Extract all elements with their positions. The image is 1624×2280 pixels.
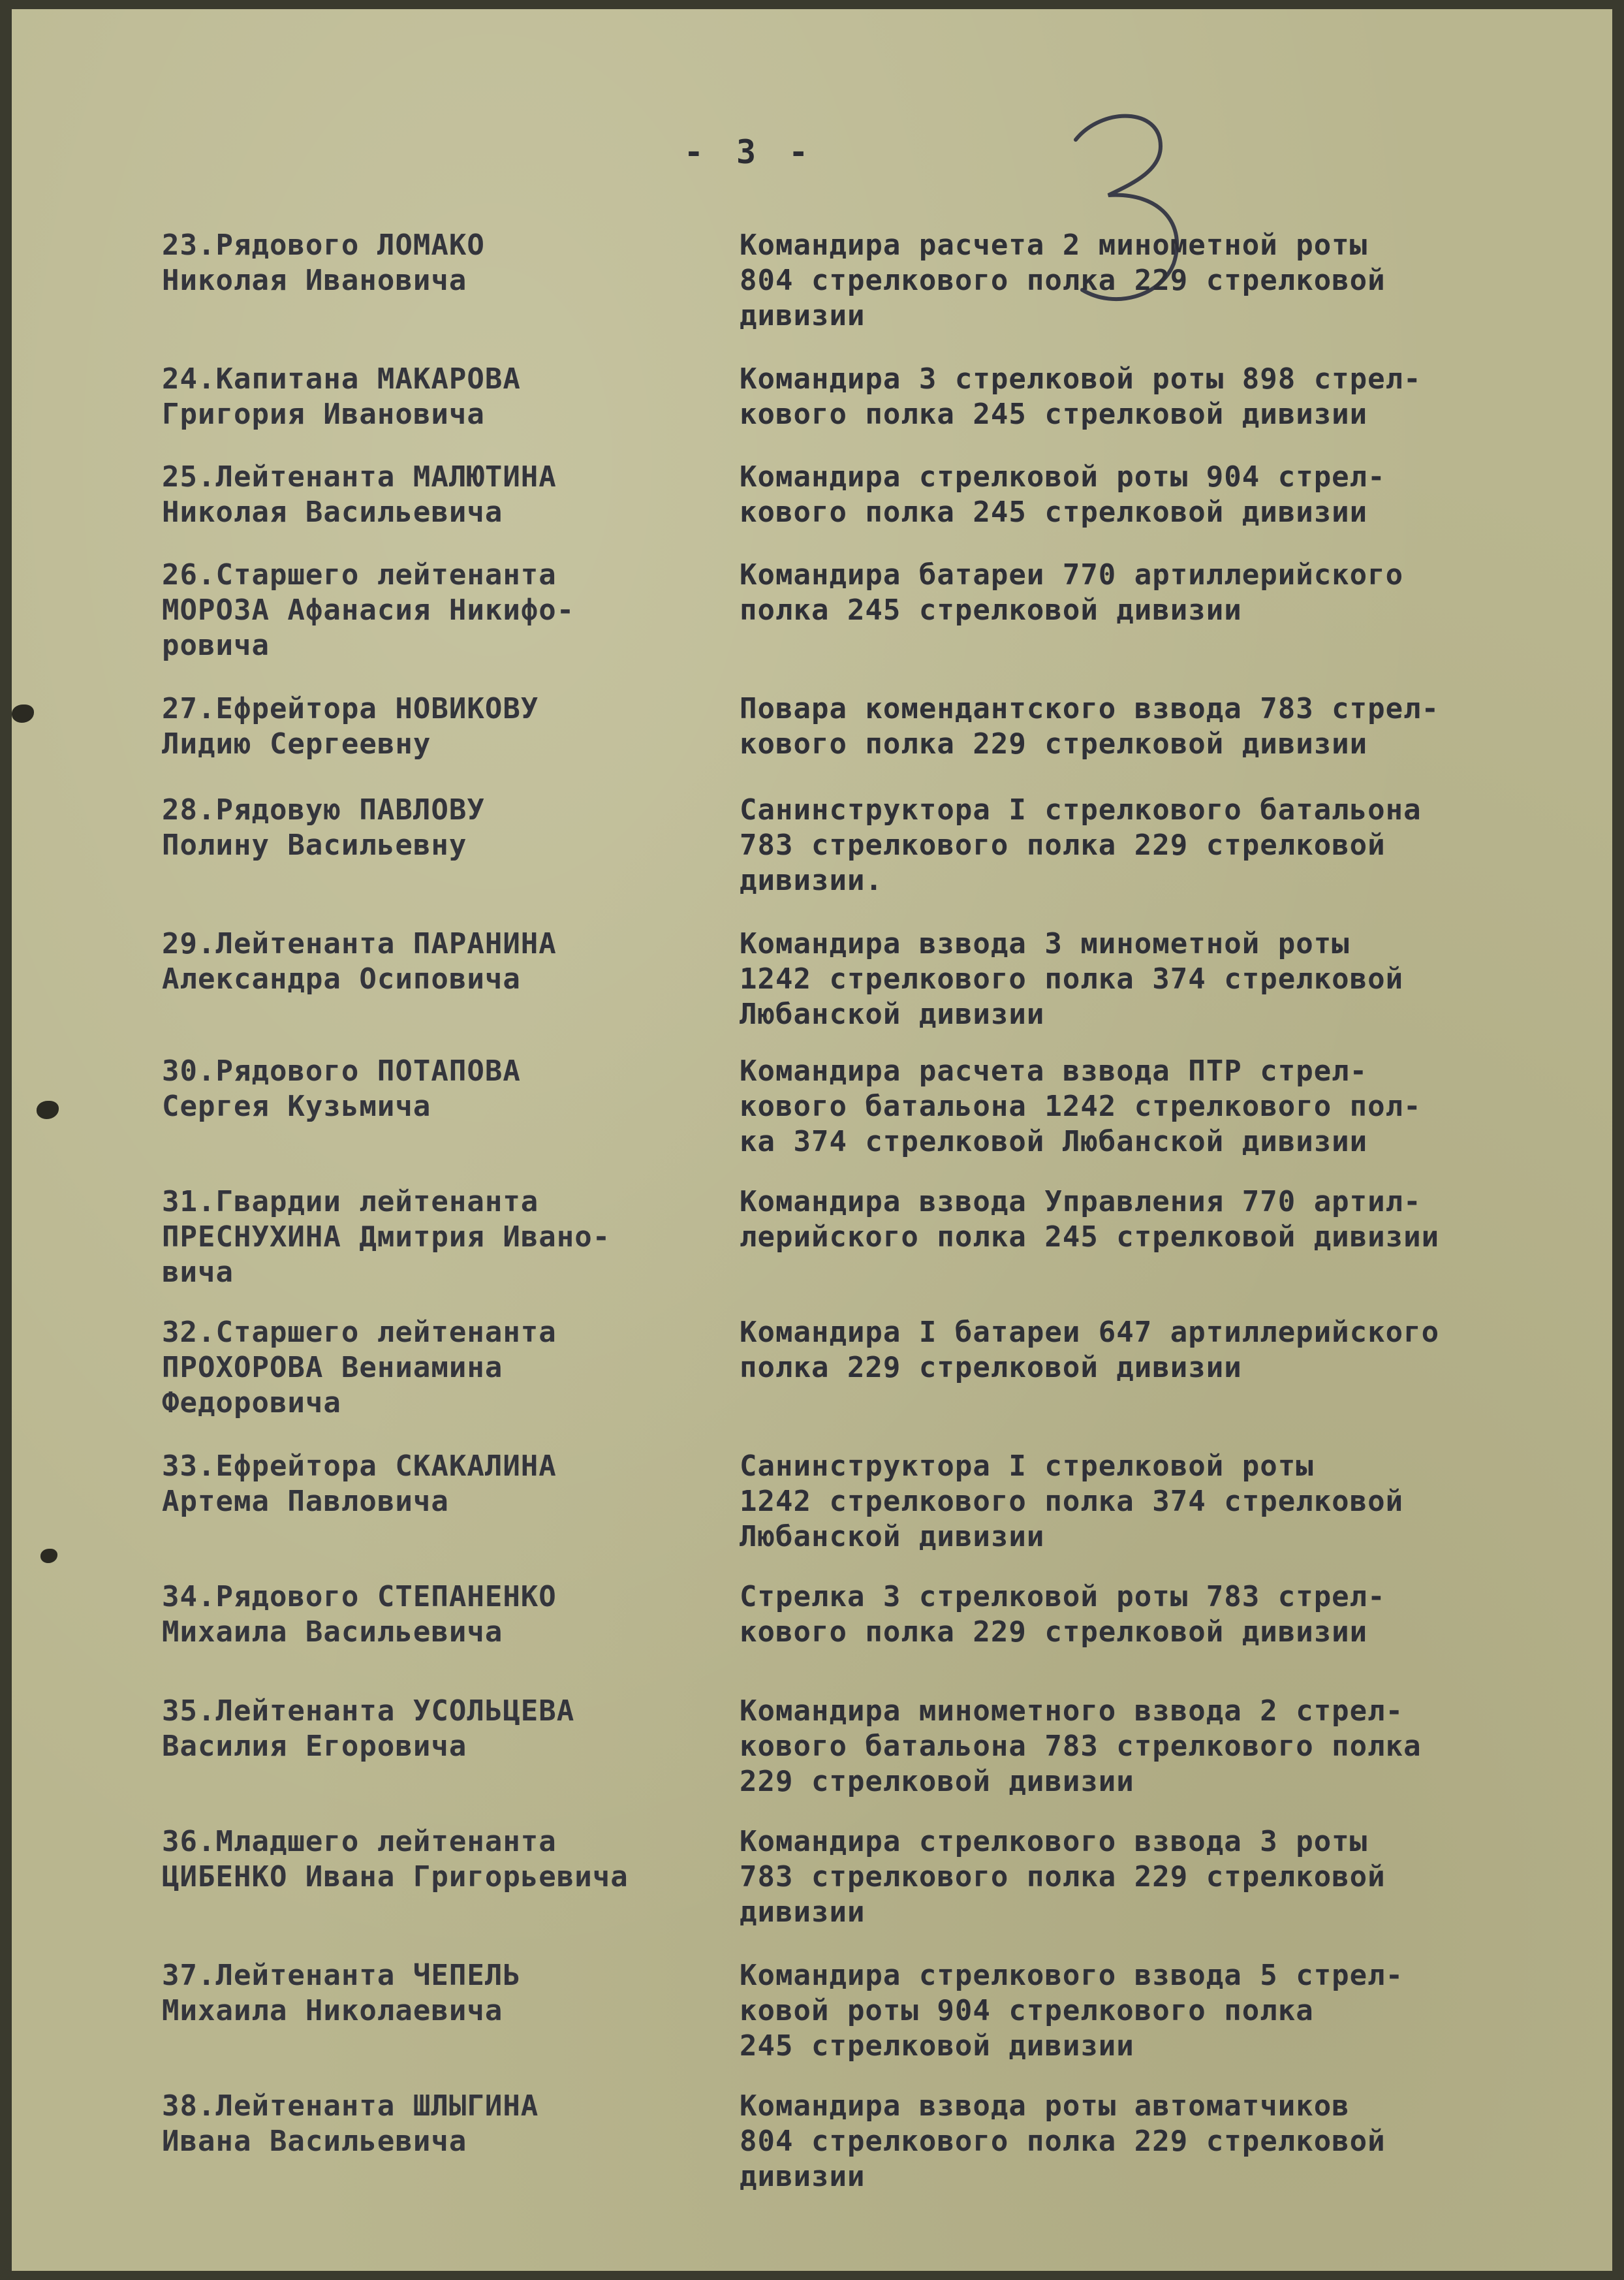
recipient-position [740, 460, 1601, 530]
recipient-position-line: Командира батареи 770 артиллерийского [740, 558, 1404, 592]
recipient-name-line: Александра Осиповича [162, 962, 521, 996]
recipient-name-line: 26.Старшего лейтенанта [162, 558, 557, 592]
recipient-name-line: Николая Васильевича [162, 496, 503, 529]
recipient-position-line: 229 стрелковой дивизии [740, 1765, 1134, 1798]
recipient-position-line: 1242 стрелкового полка 374 стрелковой [740, 962, 1404, 996]
recipient-position [740, 228, 1601, 334]
recipient-name [162, 1824, 736, 1895]
recipient-name-line: Василия Егоровича [162, 1730, 467, 1763]
binding-hole [12, 705, 34, 723]
recipient-position [740, 1958, 1601, 2064]
recipient-position-line: Командира I батареи 647 артиллерийского [740, 1316, 1440, 1349]
recipient-position-line: Командира стрелкового взвода 5 стрел- [740, 1959, 1404, 1992]
recipient-position [740, 1579, 1601, 1650]
recipient-name [162, 1315, 736, 1421]
recipient-name-line: 33.Ефрейтора СКАКАЛИНА [162, 1449, 557, 1483]
document-page [12, 9, 1612, 2271]
recipient-position-line: Командира стрелкового взвода 3 роты [740, 1825, 1368, 1858]
recipient-name [162, 1449, 736, 1519]
recipient-name-line: 23.Рядового ЛОМАКО [162, 229, 485, 262]
recipient-position-line: Командира расчета 2 минометной роты [740, 229, 1368, 262]
recipient-name-line: 36.Младшего лейтенанта [162, 1825, 557, 1858]
recipient-name-line: МОРОЗА Афанасия Никифо- [162, 594, 575, 627]
recipient-position-line: Стрелка 3 стрелковой роты 783 стрел- [740, 1580, 1386, 1613]
recipient-position [740, 2089, 1601, 2194]
recipient-position [740, 1054, 1601, 1160]
recipient-position-line: Командира 3 стрелковой роты 898 стрел- [740, 362, 1422, 396]
recipient-name [162, 1694, 736, 1764]
recipient-name-line: 35.Лейтенанта УСОЛЬЦЕВА [162, 1694, 575, 1728]
recipient-position-line: 245 стрелковой дивизии [740, 2029, 1134, 2063]
recipient-position [740, 558, 1601, 628]
recipient-name-line: Михаила Васильевича [162, 1615, 503, 1649]
recipient-name-line: Лидию Сергеевну [162, 727, 431, 761]
page-number: - 3 - [683, 133, 815, 171]
recipient-position [740, 691, 1601, 762]
recipient-name-line: 34.Рядового СТЕПАНЕНКО [162, 1580, 557, 1613]
recipient-name-line: 25.Лейтенанта МАЛЮТИНА [162, 460, 557, 494]
recipient-name-line: Ивана Васильевича [162, 2125, 467, 2158]
recipient-name [162, 793, 736, 863]
recipient-name-line: Полину Васильевну [162, 829, 467, 862]
recipient-position-line: полка 229 стрелковой дивизии [740, 1351, 1242, 1384]
recipient-name-line: ровича [162, 629, 270, 662]
recipient-position-line: ковой роты 904 стрелкового полка [740, 1994, 1314, 2027]
recipient-position [740, 1315, 1601, 1385]
recipient-name-line: Сергея Кузьмича [162, 1090, 431, 1123]
recipient-name-line: ЦИБЕНКО Ивана Григорьевича [162, 1860, 629, 1893]
recipient-name [162, 362, 736, 432]
recipient-name-line: 24.Капитана МАКАРОВА [162, 362, 521, 396]
recipient-position-line: кового полка 245 стрелковой дивизии [740, 496, 1368, 529]
recipient-position-line: кового полка 229 стрелковой дивизии [740, 1615, 1368, 1649]
recipient-name-line: Николая Ивановича [162, 264, 467, 297]
recipient-position [740, 1184, 1601, 1255]
recipient-position-line: Командира взвода Управления 770 артил- [740, 1185, 1422, 1218]
recipient-position-line: 783 стрелкового полка 229 стрелковой [740, 1860, 1386, 1893]
recipient-name-line: 37.Лейтенанта ЧЕПЕЛЬ [162, 1959, 521, 1992]
recipient-position-line: 804 стрелкового полка 229 стрелковой [740, 2125, 1386, 2158]
recipient-position-line: кового батальона 783 стрелкового полка [740, 1730, 1422, 1763]
recipient-name [162, 558, 736, 663]
recipient-name-line: ПРОХОРОВА Вениамина [162, 1351, 503, 1384]
recipient-name-line: Михаила Николаевича [162, 1994, 503, 2027]
recipient-position [740, 793, 1601, 898]
recipient-position-line: кового полка 229 стрелковой дивизии [740, 727, 1368, 761]
recipient-name [162, 1184, 736, 1290]
recipient-position-line: Повара комендантского взвода 783 стрел- [740, 692, 1440, 725]
recipient-name-line: вича [162, 1256, 234, 1289]
recipient-name-line: Артема Павловича [162, 1485, 449, 1518]
recipient-position-line: лерийского полка 245 стрелковой дивизии [740, 1220, 1440, 1254]
recipient-name [162, 691, 736, 762]
recipient-position-line: полка 245 стрелковой дивизии [740, 594, 1242, 627]
recipient-position-line: Любанской дивизии [740, 1520, 1045, 1553]
recipient-name-line: 38.Лейтенанта ШЛЫГИНА [162, 2089, 539, 2123]
recipient-position-line: дивизии. [740, 864, 883, 897]
recipient-name [162, 1958, 736, 2029]
recipient-position-line: Командира минометного взвода 2 стрел- [740, 1694, 1404, 1728]
recipient-position-line: 1242 стрелкового полка 374 стрелковой [740, 1485, 1404, 1518]
binding-hole [40, 1549, 57, 1563]
recipient-name-line: Федоровича [162, 1386, 341, 1419]
recipient-position-line: ка 374 стрелковой Любанской дивизии [740, 1125, 1368, 1158]
recipient-position [740, 362, 1601, 432]
recipient-position-line: Командира стрелковой роты 904 стрел- [740, 460, 1386, 494]
recipient-position-line: дивизии [740, 1895, 866, 1929]
recipient-position-line: Командира взвода 3 минометной роты [740, 927, 1350, 960]
recipient-name-line: Григория Ивановича [162, 398, 485, 431]
recipient-name-line: 29.Лейтенанта ПАРАНИНА [162, 927, 557, 960]
recipient-name-line: 28.Рядовую ПАВЛОВУ [162, 793, 485, 827]
recipient-position-line: Санинструктора I стрелкового батальона [740, 793, 1422, 827]
recipient-name [162, 926, 736, 997]
recipient-name [162, 1579, 736, 1650]
recipient-position-line: Санинструктора I стрелковой роты [740, 1449, 1314, 1483]
recipient-position [740, 1449, 1601, 1555]
recipient-position-line: дивизии [740, 2160, 866, 2193]
recipient-position-line: Командира расчета взвода ПТР стрел- [740, 1054, 1368, 1088]
recipient-position [740, 1824, 1601, 1930]
binding-hole [37, 1101, 59, 1119]
recipient-position-line: 783 стрелкового полка 229 стрелковой [740, 829, 1386, 862]
recipient-position-line: дивизии [740, 299, 866, 332]
recipient-position-line: Любанской дивизии [740, 998, 1045, 1031]
recipient-name [162, 228, 736, 298]
recipient-name [162, 1054, 736, 1124]
recipient-name [162, 2089, 736, 2159]
recipient-position-line: 804 стрелкового полка 229 стрелковой [740, 264, 1386, 297]
recipient-name-line: ПРЕСНУХИНА Дмитрия Ивано- [162, 1220, 611, 1254]
recipient-position-line: кового полка 245 стрелковой дивизии [740, 398, 1368, 431]
recipient-position-line: кового батальона 1242 стрелкового пол- [740, 1090, 1422, 1123]
recipient-position-line: Командира взвода роты автоматчиков [740, 2089, 1350, 2123]
recipient-name-line: 30.Рядового ПОТАПОВА [162, 1054, 521, 1088]
recipient-name-line: 32.Старшего лейтенанта [162, 1316, 557, 1349]
recipient-position [740, 1694, 1601, 1799]
recipient-position [740, 926, 1601, 1032]
recipient-name-line: 31.Гвардии лейтенанта [162, 1185, 539, 1218]
recipient-name-line: 27.Ефрейтора НОВИКОВУ [162, 692, 539, 725]
recipient-name [162, 460, 736, 530]
